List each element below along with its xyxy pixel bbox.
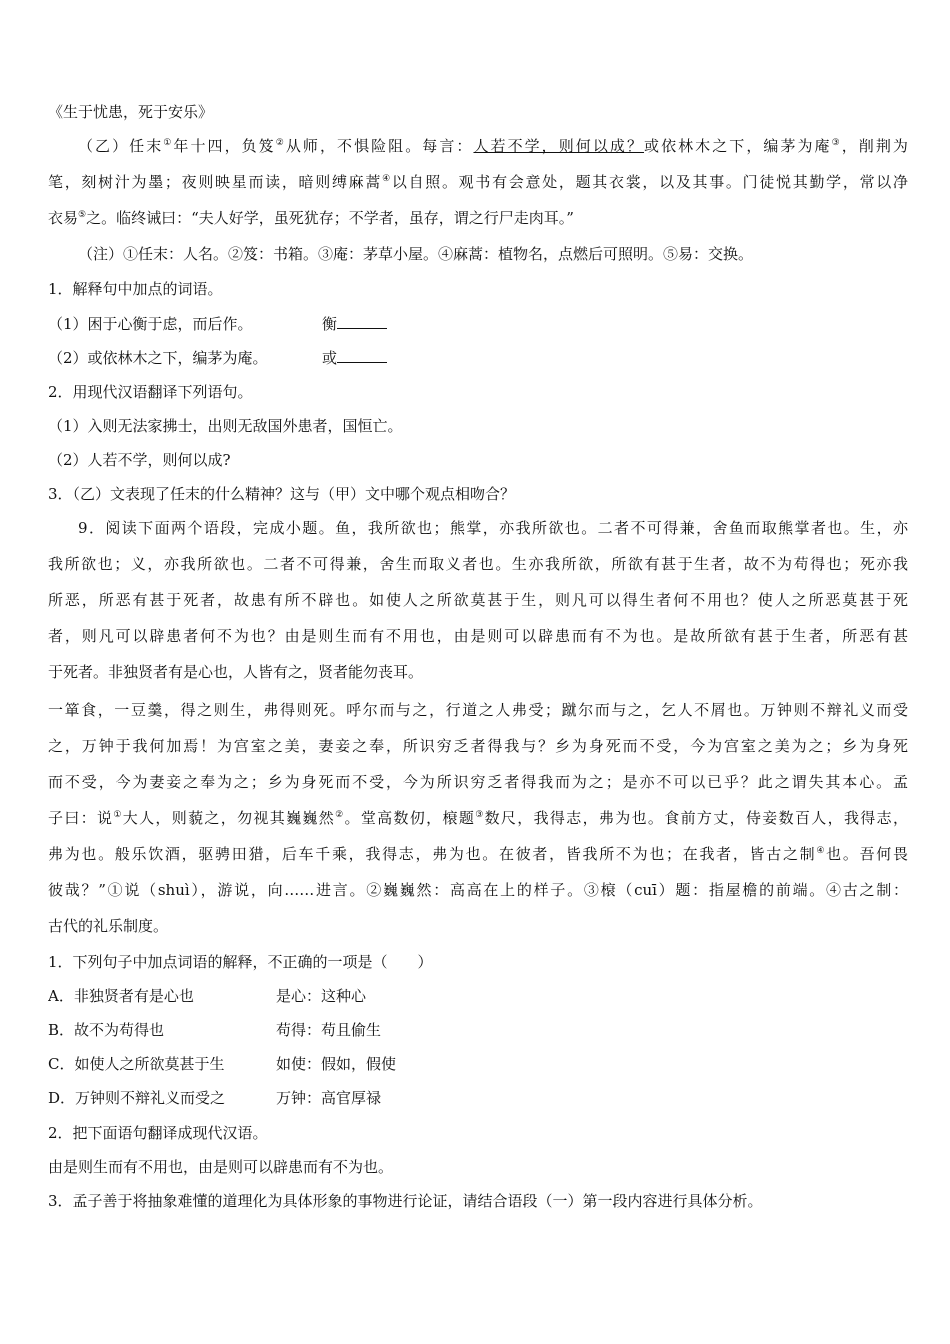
- p9-line-2: 我所欲也；义，亦我所欲也。二者不可得兼，舍生而取义者也。生亦我所欲，所欲有甚于生者，故不为苟得也；死亦我: [48, 555, 908, 573]
- passage-yi-line-3: 衣易⑤之。临终诫曰：“夫人好学，虽死犹存；不学者，虽存，谓之行尸走肉耳。”: [48, 209, 574, 227]
- sub-q3-stem: 3．孟子善于将抽象难懂的道理化为具体形象的事物进行论证，请结合语段（一）第一段内容进行具体分析。: [48, 1192, 763, 1210]
- p9f-line: 古代的礼乐制度。: [48, 917, 169, 935]
- p9c-line: 子曰：说①大人，则藐之，勿视其巍巍然②。堂高数仞，榱题③数尺，我得志，弗为也。食前方丈，侍妾数百人，我得志，: [48, 809, 908, 827]
- option-d[interactable]: D．万钟则不辩礼义而受之 万钟：高官厚禄: [48, 1089, 382, 1107]
- sub-q1-stem: 1．下列句子中加点词语的解释，不正确的一项是（ ）: [48, 953, 433, 971]
- p9e-line: 彼哉？”①说（shuì），游说，向……进言。②巍巍然：高高在上的样子。③榱（cuī）题：指屋檐的前端。④古之制：: [48, 881, 908, 899]
- note-yi: （注）①任末：人名。②笈：书箱。③庵：茅草小屋。④麻蒿：植物名，点燃后可照明。⑤易：交换。: [78, 245, 754, 263]
- q1-item-1: （1）困于心衡于虑，而后作。 衡: [48, 313, 908, 334]
- q2-item-1: （1）入则无法家拂士，出则无敌国外患者，国恒亡。: [48, 417, 403, 435]
- q3-stem: 3．（乙）文表现了任末的什么精神？这与（甲）文中哪个观点相吻合？: [48, 485, 516, 503]
- passage-title: 《生于忧患，死于安乐》: [48, 103, 214, 121]
- p9-line-3: 所恶，所恶有甚于死者，故患有所不辟也。如使人之所欲莫甚于生，则凡可以得生者何不用也？使人之所恶莫甚于死: [48, 591, 908, 609]
- option-a[interactable]: A．非独贤者有是心也 是心：这种心: [48, 987, 367, 1005]
- passage-yi-line-2: 笔，刻树汁为墨；夜则映星而读，暗则缚麻蒿④以自照。观书有会意处，题其衣裳，以及其事。门徒悦其勤学，常以净: [48, 173, 908, 191]
- p9b-line-2: 之，万钟于我何加焉！为宫室之美，妻妾之奉，所识穷乏者得我与？乡为身死而不受，今为宫室之美为之；乡为身死: [48, 737, 908, 755]
- underlined-sentence: 人若不学，则何以成？: [473, 137, 645, 155]
- q1-stem: 1．解释句中加点的词语。: [48, 280, 223, 298]
- answer-blank[interactable]: [337, 347, 387, 363]
- p9d-line: 弗为也。般乐饮酒，驱骋田猎，后车千乘，我得志，弗为也。在彼者，皆我所不为也；在我者，皆古之制④也。吾何畏: [48, 845, 908, 863]
- option-b[interactable]: B．故不为苟得也 苟得：苟且偷生: [48, 1021, 382, 1039]
- p9b-line-1: 一箪食，一豆羹，得之则生，弗得则死。呼尔而与之，行道之人弗受；蹴尔而与之，乞人不屑也。万钟则不辩礼义而受: [48, 701, 908, 719]
- sub-q2-stem: 2．把下面语句翻译成现代汉语。: [48, 1124, 268, 1142]
- sub-q2-sentence: 由是则生而有不用也，由是则可以辟患而有不为也。: [48, 1158, 394, 1176]
- q1-item-2: （2）或依林木之下，编茅为庵。 或: [48, 347, 908, 368]
- p9-line-4: 者，则凡可以辟患者何不为也？由是则生而有不用也，由是则可以辟患而有不为也。是故所欲有甚于生者，所恶有甚: [48, 627, 908, 645]
- q2-stem: 2．用现代汉语翻译下列语句。: [48, 383, 253, 401]
- p9-line-1: 9．阅读下面两个语段，完成小题。鱼，我所欲也；熊掌，亦我所欲也。二者不可得兼，舍鱼而取熊掌者也。生，亦: [78, 519, 908, 537]
- answer-blank[interactable]: [337, 313, 387, 329]
- p9b-line-3: 而不受，今为妻妾之奉为之；乡为身死而不受，今为所识穷乏者得我而为之；是亦不可以已乎？此之谓失其本心。孟: [48, 773, 908, 791]
- option-c[interactable]: C．如使人之所欲莫甚于生 如使：假如，假使: [48, 1055, 397, 1073]
- q2-item-2: （2）人若不学，则何以成?: [48, 451, 231, 469]
- passage-yi-line-1: （乙）任末①年十四，负笈②从师，不惧险阻。每言：人若不学，则何以成？或依林木之下，编茅为庵③，削荆为: [78, 137, 908, 155]
- p9-line-5: 于死者。非独贤者有是心也，人皆有之，贤者能勿丧耳。: [48, 663, 424, 681]
